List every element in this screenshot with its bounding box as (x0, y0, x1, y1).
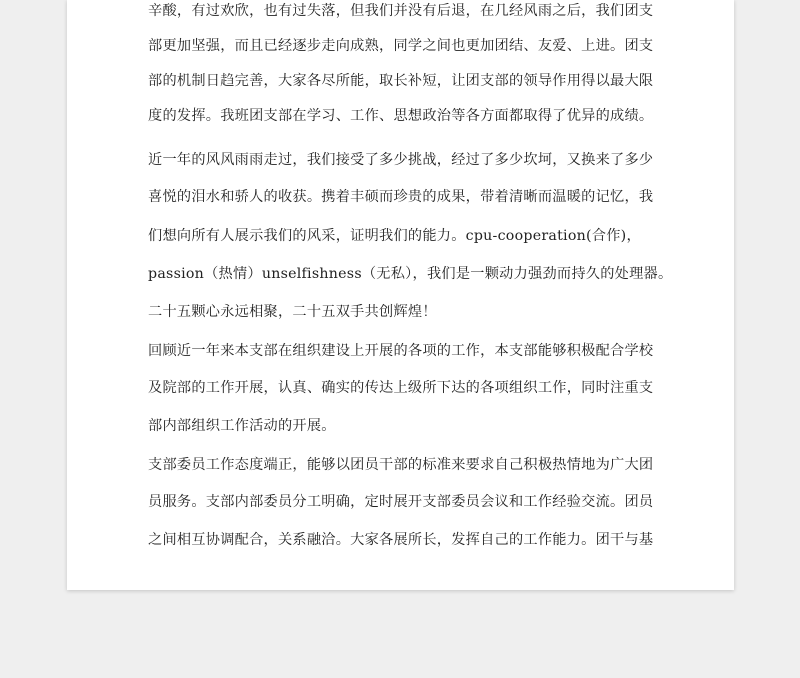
text-line: 支部委员工作态度端正，能够以团员干部的标准来要求自己积极热情地为广大团 (148, 457, 654, 473)
text-line: 们想向所有人展示我们的风采，证明我们的能力。cpu-cooperation(合作)， (148, 228, 641, 244)
document-page (67, 0, 734, 590)
text-line: 部更加坚强，而且已经逐步走向成熟，同学之间也更加团结、友爱、上进。团支 (148, 38, 654, 54)
text-line: 回顾近一年来本支部在组织建设上开展的各项的工作，本支部能够积极配合学校 (148, 343, 654, 359)
text-line: 二十五颗心永远相聚，二十五双手共创辉煌！ (148, 304, 437, 320)
text-line: passion（热情）unselfishness（无私），我们是一颗动力强劲而持久的处理器。 (148, 266, 673, 282)
text-line: 喜悦的泪水和骄人的收获。携着丰硕而珍贵的成果，带着清晰而温暖的记忆，我 (148, 189, 654, 205)
text-line: 员服务。支部内部委员分工明确，定时展开支部委员会议和工作经验交流。团员 (148, 494, 654, 510)
text-line: 部的机制日趋完善，大家各尽所能，取长补短，让团支部的领导作用得以最大限 (148, 73, 654, 89)
text-line: 辛酸，有过欢欣，也有过失落，但我们并没有后退，在几经风雨之后，我们团支 (148, 3, 654, 19)
text-line: 之间相互协调配合，关系融洽。大家各展所长，发挥自己的工作能力。团干与基 (148, 532, 654, 548)
text-line: 度的发挥。我班团支部在学习、工作、思想政治等各方面都取得了优异的成绩。 (148, 108, 654, 124)
text-line: 部内部组织工作活动的开展。 (148, 418, 336, 434)
text-line: 近一年的风风雨雨走过，我们接受了多少挑战，经过了多少坎坷，又换来了多少 (148, 152, 654, 168)
text-line: 及院部的工作开展，认真、确实的传达上级所下达的各项组织工作，同时注重支 (148, 380, 654, 396)
